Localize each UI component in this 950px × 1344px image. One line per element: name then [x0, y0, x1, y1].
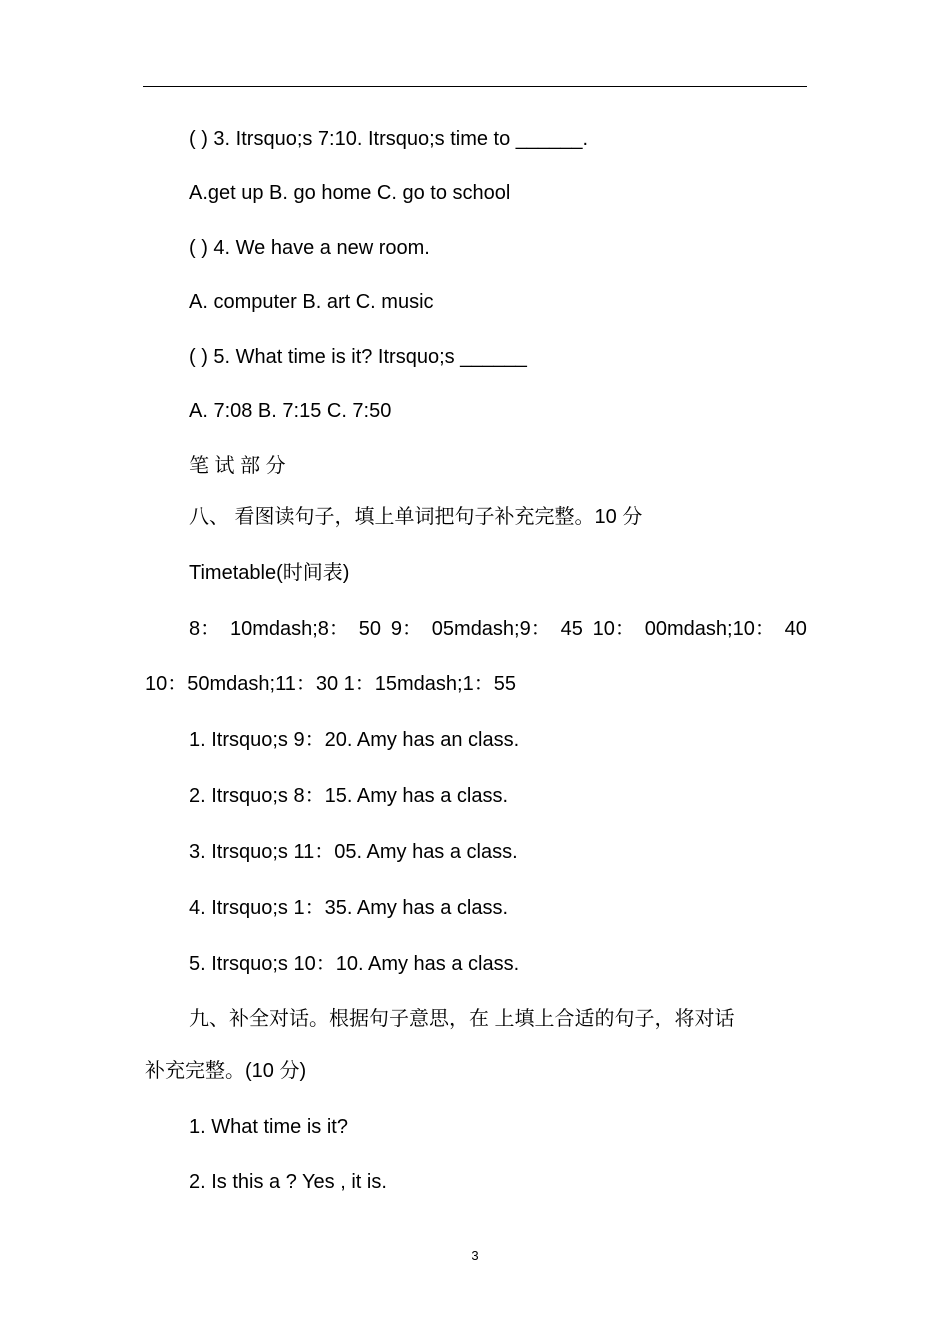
timetable-cell: 00mdash;10：	[644, 618, 775, 640]
header-rule	[143, 86, 807, 87]
section-9-heading-line-2: 补充完整。(10 分)	[145, 1060, 307, 1082]
question-5: ( ) 5. What time is it? Itrsquo;s ______	[189, 346, 527, 368]
timetable-cell: 10：	[592, 618, 635, 640]
timetable-cell: 9：	[390, 618, 422, 640]
section-9-item-1: 1. What time is it?	[189, 1116, 348, 1138]
timetable-title: Timetable(时间表)	[189, 562, 350, 584]
timetable-cell: 50	[358, 618, 381, 640]
timetable-cell: 40	[784, 618, 807, 640]
page-number: 3	[471, 1248, 479, 1263]
question-5-options: A. 7:08 B. 7:15 C. 7:50	[189, 400, 392, 422]
timetable-cell: 05mdash;9：	[431, 618, 551, 640]
timetable-cell: 8：	[189, 618, 221, 640]
question-3: ( ) 3. Itrsquo;s 7:10. Itrsquo;s time to ______.	[189, 128, 589, 150]
timetable-row-2: 10：50mdash;11：30 1：15mdash;1：55	[145, 673, 516, 695]
section-8-item-3: 3. Itrsquo;s 11：05. Amy has a class.	[189, 841, 518, 863]
question-4-options: A. computer B. art C. music	[189, 291, 434, 313]
section-8-heading: 八、 看图读句子，填上单词把句子补充完整。10 分	[189, 506, 643, 528]
written-part-heading: 笔 试 部 分	[189, 455, 286, 477]
section-9-item-2: 2. Is this a ? Yes , it is.	[189, 1171, 387, 1193]
timetable-cell: 45	[560, 618, 583, 640]
timetable-row-1	[189, 616, 807, 642]
section-8-item-2: 2. Itrsquo;s 8：15. Amy has a class.	[189, 785, 509, 807]
timetable-cell: 10mdash;8：	[229, 618, 349, 640]
question-3-options: A.get up B. go home C. go to school	[189, 182, 511, 204]
section-8-item-1: 1. Itrsquo;s 9：20. Amy has an class.	[189, 729, 520, 751]
question-4: ( ) 4. We have a new room.	[189, 237, 430, 259]
section-8-item-5: 5. Itrsquo;s 10：10. Amy has a class.	[189, 953, 520, 975]
section-9-heading-line-1: 九、补全对话。根据句子意思，在 上填上合适的句子，将对话	[189, 1008, 735, 1030]
section-8-item-4: 4. Itrsquo;s 1：35. Amy has a class.	[189, 897, 509, 919]
